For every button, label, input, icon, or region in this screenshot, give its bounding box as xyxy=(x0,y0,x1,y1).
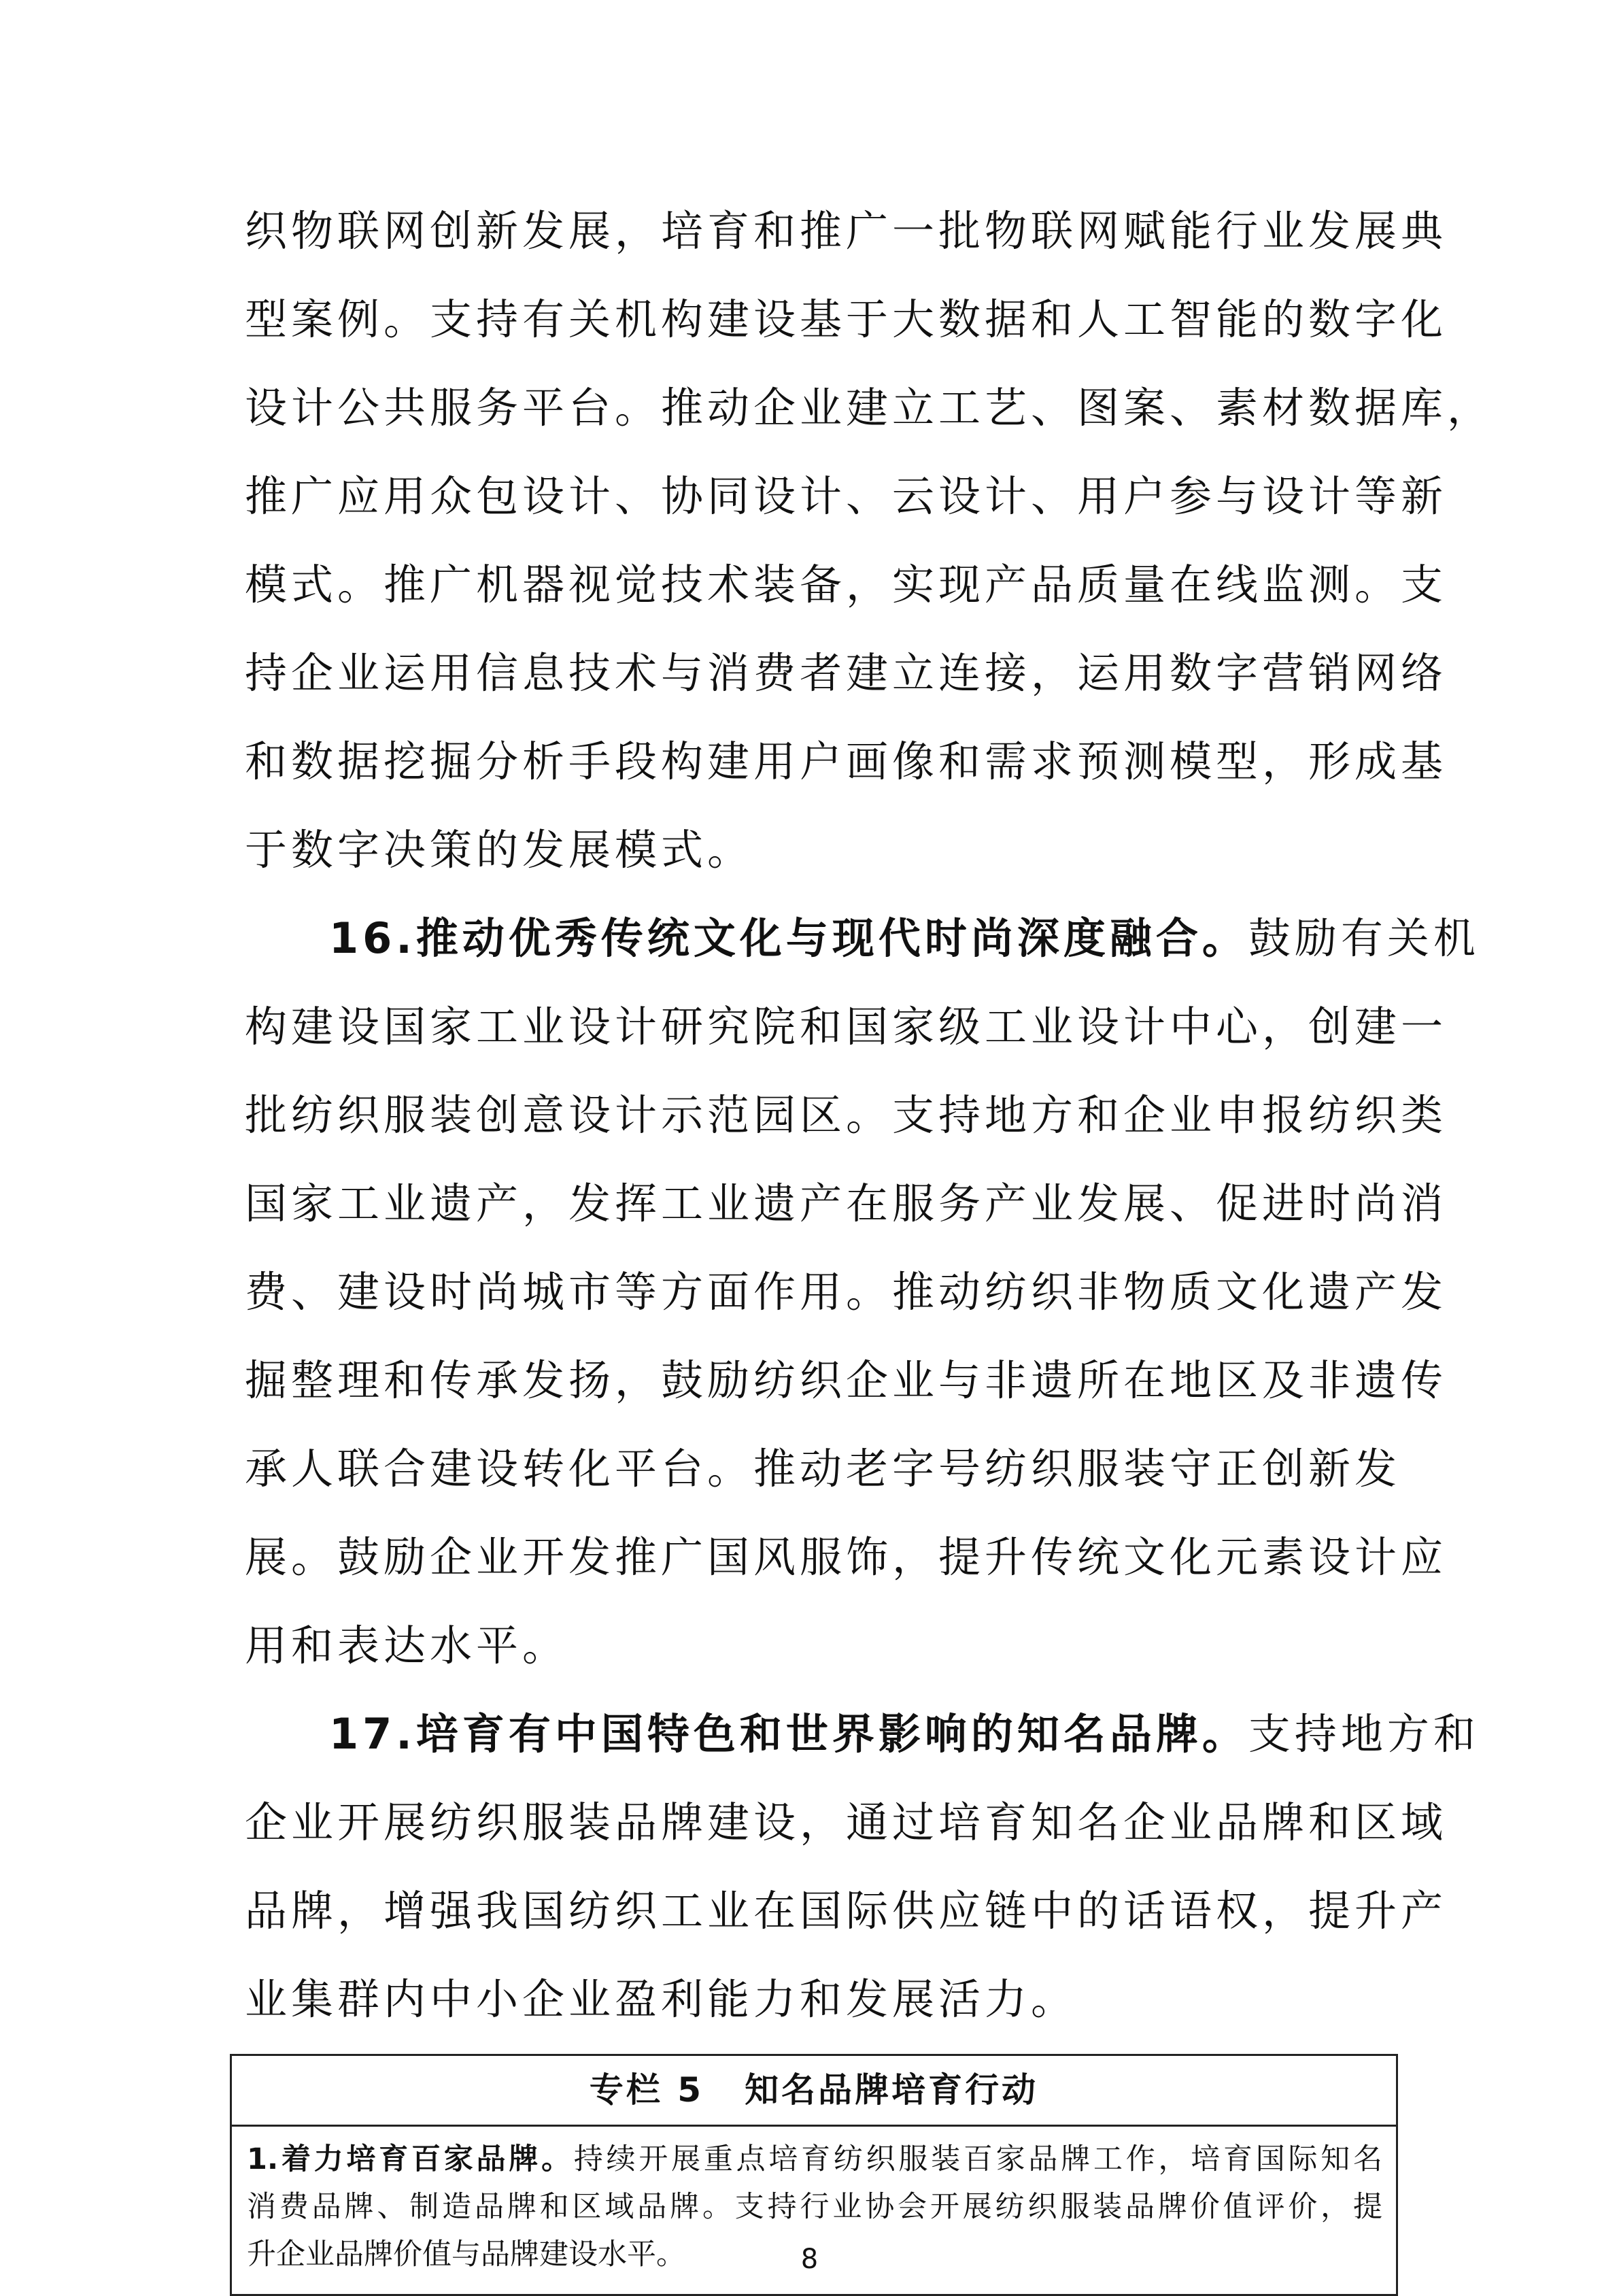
body-text-line: 企业开展纺织服装品牌建设，通过培育知名企业品牌和区域 xyxy=(245,1797,1448,1847)
column-box-item-heading: 1.着力培育百家品牌。 xyxy=(247,2142,574,2176)
body-text-line: 设计公共服务平台。推动企业建立工艺、图案、素材数据库， xyxy=(245,383,1494,433)
body-text-line: 推广应用众包设计、协同设计、云设计、用户参与设计等新 xyxy=(245,471,1448,521)
body-text-line: 费、建设时尚城市等方面作用。推动纺织非物质文化遗产发 xyxy=(245,1267,1448,1317)
body-text-line: 业集群内中小企业盈利能力和发展活力。 xyxy=(245,1974,1078,2024)
column-box-item-text: 持续开展重点培育纺织服装百家品牌工作，培育国际知名 xyxy=(573,2142,1382,2176)
section-16-heading: 16.推动优秀传统文化与现代时尚深度融合。 xyxy=(329,913,1248,963)
body-text-line: 批纺织服装创意设计示范园区。支持地方和企业申报纺织类 xyxy=(245,1090,1448,1140)
column-box-item-line xyxy=(247,2138,1382,2181)
page-number: 8 xyxy=(800,2244,819,2275)
body-text-line: 和数据挖掘分析手段构建用户画像和需求预测模型，形成基 xyxy=(245,737,1448,786)
body-text-line: 构建设国家工业设计研究院和国家级工业设计中心，创建一 xyxy=(245,1002,1448,1051)
body-text-line: 掘整理和传承发扬，鼓励纺织企业与非遗所在地区及非遗传 xyxy=(245,1355,1448,1405)
body-text-line: 于数字决策的发展模式。 xyxy=(245,825,754,875)
section-16-first-line-text: 鼓励有关机 xyxy=(1248,913,1480,963)
column-box-title-text: 知名品牌培育行动 xyxy=(745,2070,1039,2110)
body-text-line: 用和表达水平。 xyxy=(245,1621,569,1670)
body-text-line: 织物联网创新发展，培育和推广一批物联网赋能行业发展典 xyxy=(245,206,1448,256)
body-text-line: 品牌，增强我国纺织工业在国际供应链中的话语权，提升产 xyxy=(245,1886,1448,1936)
column-box-title xyxy=(232,2056,1396,2127)
body-text-line: 型案例。支持有关机构建设基于大数据和人工智能的数字化 xyxy=(245,294,1448,344)
body-text-line: 国家工业遗产，发挥工业遗产在服务产业发展、促进时尚消 xyxy=(245,1179,1448,1228)
body-text-line: 承人联合建设转化平台。推动老字号纺织服装守正创新发 xyxy=(245,1444,1401,1493)
column-box-item-line: 升企业品牌价值与品牌建设水平。 xyxy=(247,2238,685,2272)
body-text-line: 持企业运用信息技术与消费者建立连接，运用数字营销网络 xyxy=(245,648,1448,698)
column-box-label: 专栏 5 xyxy=(589,2070,704,2110)
section-17-first-line-text: 支持地方和 xyxy=(1248,1709,1480,1759)
section-17-first-line xyxy=(329,1707,1480,1761)
body-text-line: 模式。推广机器视觉技术装备，实现产品质量在线监测。支 xyxy=(245,560,1448,609)
column-box-item-line: 消费品牌、制造品牌和区域品牌。支持行业协会开展纺织服装品牌价值评价，提 xyxy=(247,2190,1382,2224)
section-17-heading: 17.培育有中国特色和世界影响的知名品牌。 xyxy=(329,1709,1248,1759)
body-text-line: 展。鼓励企业开发推广国风服饰，提升传统文化元素设计应 xyxy=(245,1532,1448,1582)
section-16-first-line xyxy=(329,911,1480,966)
